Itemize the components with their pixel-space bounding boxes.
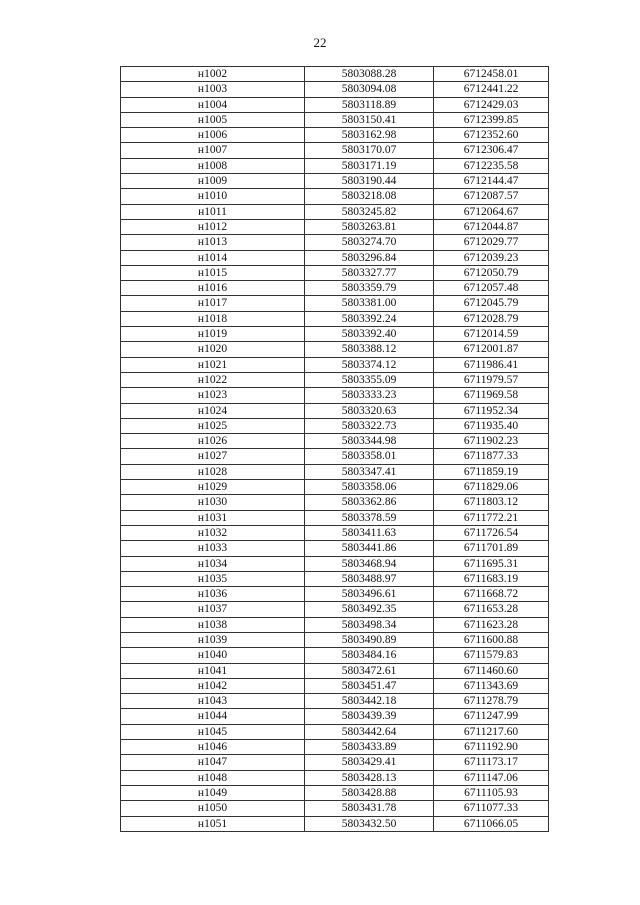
y-coordinate-cell: 6711217.60 bbox=[434, 724, 549, 739]
table-row bbox=[121, 632, 549, 647]
table-row bbox=[121, 801, 549, 816]
point-id-cell: н1048 bbox=[121, 770, 305, 785]
y-coordinate-cell: 6712306.47 bbox=[434, 143, 549, 158]
y-coordinate-cell: 6712235.58 bbox=[434, 158, 549, 173]
y-coordinate-cell: 6711969.58 bbox=[434, 388, 549, 403]
x-coordinate-cell: 5803162.98 bbox=[305, 128, 434, 143]
point-id-cell: н1045 bbox=[121, 724, 305, 739]
point-id-cell: н1036 bbox=[121, 587, 305, 602]
table-row bbox=[121, 174, 549, 189]
x-coordinate-cell: 5803088.28 bbox=[305, 67, 434, 82]
point-id-cell: н1049 bbox=[121, 785, 305, 800]
table-row bbox=[121, 97, 549, 112]
y-coordinate-cell: 6712039.23 bbox=[434, 250, 549, 265]
page-number: 22 bbox=[313, 35, 327, 50]
x-coordinate-cell: 5803296.84 bbox=[305, 250, 434, 265]
x-coordinate-cell: 5803431.78 bbox=[305, 801, 434, 816]
table-row bbox=[121, 602, 549, 617]
y-coordinate-cell: 6712429.03 bbox=[434, 97, 549, 112]
y-coordinate-cell: 6711192.90 bbox=[434, 740, 549, 755]
point-id-cell: н1047 bbox=[121, 755, 305, 770]
x-coordinate-cell: 5803484.16 bbox=[305, 648, 434, 663]
table-row bbox=[121, 250, 549, 265]
x-coordinate-cell: 5803429.41 bbox=[305, 755, 434, 770]
table-row bbox=[121, 740, 549, 755]
table-row bbox=[121, 541, 549, 556]
table-row bbox=[121, 67, 549, 82]
table-row bbox=[121, 587, 549, 602]
point-id-cell: н1020 bbox=[121, 342, 305, 357]
x-coordinate-cell: 5803498.34 bbox=[305, 617, 434, 632]
y-coordinate-cell: 6711247.99 bbox=[434, 709, 549, 724]
table-row bbox=[121, 112, 549, 127]
table-row bbox=[121, 418, 549, 433]
point-id-cell: н1025 bbox=[121, 418, 305, 433]
x-coordinate-cell: 5803492.35 bbox=[305, 602, 434, 617]
point-id-cell: н1039 bbox=[121, 632, 305, 647]
x-coordinate-cell: 5803327.77 bbox=[305, 265, 434, 280]
x-coordinate-cell: 5803344.98 bbox=[305, 434, 434, 449]
point-id-cell: н1008 bbox=[121, 158, 305, 173]
table-row bbox=[121, 556, 549, 571]
x-coordinate-cell: 5803428.13 bbox=[305, 770, 434, 785]
x-coordinate-cell: 5803358.06 bbox=[305, 480, 434, 495]
x-coordinate-cell: 5803263.81 bbox=[305, 219, 434, 234]
y-coordinate-cell: 6711935.40 bbox=[434, 418, 549, 433]
y-coordinate-cell: 6711877.33 bbox=[434, 449, 549, 464]
point-id-cell: н1040 bbox=[121, 648, 305, 663]
point-id-cell: н1031 bbox=[121, 510, 305, 525]
y-coordinate-cell: 6711902.23 bbox=[434, 434, 549, 449]
point-id-cell: н1016 bbox=[121, 281, 305, 296]
x-coordinate-cell: 5803392.24 bbox=[305, 311, 434, 326]
point-id-cell: н1033 bbox=[121, 541, 305, 556]
point-id-cell: н1007 bbox=[121, 143, 305, 158]
y-coordinate-cell: 6711726.54 bbox=[434, 525, 549, 540]
coordinates-table-body bbox=[121, 67, 549, 832]
y-coordinate-cell: 6711803.12 bbox=[434, 495, 549, 510]
table-row bbox=[121, 388, 549, 403]
x-coordinate-cell: 5803392.40 bbox=[305, 327, 434, 342]
point-id-cell: н1026 bbox=[121, 434, 305, 449]
table-row bbox=[121, 755, 549, 770]
x-coordinate-cell: 5803320.63 bbox=[305, 403, 434, 418]
point-id-cell: н1003 bbox=[121, 82, 305, 97]
x-coordinate-cell: 5803496.61 bbox=[305, 587, 434, 602]
point-id-cell: н1034 bbox=[121, 556, 305, 571]
point-id-cell: н1037 bbox=[121, 602, 305, 617]
y-coordinate-cell: 6711979.57 bbox=[434, 372, 549, 387]
point-id-cell: н1019 bbox=[121, 327, 305, 342]
coordinates-table bbox=[120, 66, 549, 832]
x-coordinate-cell: 5803439.39 bbox=[305, 709, 434, 724]
table-row bbox=[121, 204, 549, 219]
table-row bbox=[121, 219, 549, 234]
x-coordinate-cell: 5803358.01 bbox=[305, 449, 434, 464]
point-id-cell: н1005 bbox=[121, 112, 305, 127]
point-id-cell: н1038 bbox=[121, 617, 305, 632]
point-id-cell: н1021 bbox=[121, 357, 305, 372]
point-id-cell: н1032 bbox=[121, 525, 305, 540]
x-coordinate-cell: 5803322.73 bbox=[305, 418, 434, 433]
table-row bbox=[121, 495, 549, 510]
point-id-cell: н1023 bbox=[121, 388, 305, 403]
x-coordinate-cell: 5803333.23 bbox=[305, 388, 434, 403]
point-id-cell: н1029 bbox=[121, 480, 305, 495]
x-coordinate-cell: 5803451.47 bbox=[305, 678, 434, 693]
x-coordinate-cell: 5803388.12 bbox=[305, 342, 434, 357]
y-coordinate-cell: 6712087.57 bbox=[434, 189, 549, 204]
y-coordinate-cell: 6711653.28 bbox=[434, 602, 549, 617]
point-id-cell: н1024 bbox=[121, 403, 305, 418]
y-coordinate-cell: 6711460.60 bbox=[434, 663, 549, 678]
y-coordinate-cell: 6711600.88 bbox=[434, 632, 549, 647]
x-coordinate-cell: 5803347.41 bbox=[305, 464, 434, 479]
y-coordinate-cell: 6712014.59 bbox=[434, 327, 549, 342]
x-coordinate-cell: 5803428.88 bbox=[305, 785, 434, 800]
point-id-cell: н1011 bbox=[121, 204, 305, 219]
point-id-cell: н1010 bbox=[121, 189, 305, 204]
y-coordinate-cell: 6711952.34 bbox=[434, 403, 549, 418]
table-row bbox=[121, 449, 549, 464]
y-coordinate-cell: 6712064.67 bbox=[434, 204, 549, 219]
point-id-cell: н1051 bbox=[121, 816, 305, 831]
table-row bbox=[121, 694, 549, 709]
point-id-cell: н1027 bbox=[121, 449, 305, 464]
table-row bbox=[121, 235, 549, 250]
y-coordinate-cell: 6712001.87 bbox=[434, 342, 549, 357]
x-coordinate-cell: 5803355.09 bbox=[305, 372, 434, 387]
table-row bbox=[121, 311, 549, 326]
table-row bbox=[121, 709, 549, 724]
table-row bbox=[121, 281, 549, 296]
y-coordinate-cell: 6711173.17 bbox=[434, 755, 549, 770]
table-row bbox=[121, 82, 549, 97]
table-row bbox=[121, 434, 549, 449]
point-id-cell: н1006 bbox=[121, 128, 305, 143]
table-row bbox=[121, 357, 549, 372]
table-row bbox=[121, 158, 549, 173]
y-coordinate-cell: 6712352.60 bbox=[434, 128, 549, 143]
x-coordinate-cell: 5803245.82 bbox=[305, 204, 434, 219]
table-row bbox=[121, 403, 549, 418]
x-coordinate-cell: 5803378.59 bbox=[305, 510, 434, 525]
y-coordinate-cell: 6711695.31 bbox=[434, 556, 549, 571]
point-id-cell: н1013 bbox=[121, 235, 305, 250]
x-coordinate-cell: 5803171.19 bbox=[305, 158, 434, 173]
table-row bbox=[121, 525, 549, 540]
x-coordinate-cell: 5803468.94 bbox=[305, 556, 434, 571]
point-id-cell: н1002 bbox=[121, 67, 305, 82]
y-coordinate-cell: 6711623.28 bbox=[434, 617, 549, 632]
table-row bbox=[121, 327, 549, 342]
point-id-cell: н1050 bbox=[121, 801, 305, 816]
point-id-cell: н1014 bbox=[121, 250, 305, 265]
table-row bbox=[121, 770, 549, 785]
y-coordinate-cell: 6712441.22 bbox=[434, 82, 549, 97]
table-row bbox=[121, 342, 549, 357]
y-coordinate-cell: 6712144.47 bbox=[434, 174, 549, 189]
point-id-cell: н1012 bbox=[121, 219, 305, 234]
x-coordinate-cell: 5803442.64 bbox=[305, 724, 434, 739]
x-coordinate-cell: 5803442.18 bbox=[305, 694, 434, 709]
x-coordinate-cell: 5803094.08 bbox=[305, 82, 434, 97]
y-coordinate-cell: 6712057.48 bbox=[434, 281, 549, 296]
table-row bbox=[121, 648, 549, 663]
table-row bbox=[121, 143, 549, 158]
table-row bbox=[121, 571, 549, 586]
x-coordinate-cell: 5803411.63 bbox=[305, 525, 434, 540]
x-coordinate-cell: 5803433.89 bbox=[305, 740, 434, 755]
y-coordinate-cell: 6711105.93 bbox=[434, 785, 549, 800]
point-id-cell: н1042 bbox=[121, 678, 305, 693]
y-coordinate-cell: 6711066.05 bbox=[434, 816, 549, 831]
table-row bbox=[121, 464, 549, 479]
x-coordinate-cell: 5803374.12 bbox=[305, 357, 434, 372]
x-coordinate-cell: 5803359.79 bbox=[305, 281, 434, 296]
y-coordinate-cell: 6711829.06 bbox=[434, 480, 549, 495]
y-coordinate-cell: 6712045.79 bbox=[434, 296, 549, 311]
y-coordinate-cell: 6711147.06 bbox=[434, 770, 549, 785]
x-coordinate-cell: 5803150.41 bbox=[305, 112, 434, 127]
table-row bbox=[121, 296, 549, 311]
table-row bbox=[121, 510, 549, 525]
y-coordinate-cell: 6711772.21 bbox=[434, 510, 549, 525]
y-coordinate-cell: 6711278.79 bbox=[434, 694, 549, 709]
x-coordinate-cell: 5803274.70 bbox=[305, 235, 434, 250]
y-coordinate-cell: 6711701.89 bbox=[434, 541, 549, 556]
y-coordinate-cell: 6712050.79 bbox=[434, 265, 549, 280]
table-row bbox=[121, 265, 549, 280]
x-coordinate-cell: 5803190.44 bbox=[305, 174, 434, 189]
x-coordinate-cell: 5803488.97 bbox=[305, 571, 434, 586]
point-id-cell: н1018 bbox=[121, 311, 305, 326]
x-coordinate-cell: 5803170.07 bbox=[305, 143, 434, 158]
point-id-cell: н1009 bbox=[121, 174, 305, 189]
y-coordinate-cell: 6712458.01 bbox=[434, 67, 549, 82]
point-id-cell: н1004 bbox=[121, 97, 305, 112]
table-row bbox=[121, 816, 549, 831]
table-row bbox=[121, 128, 549, 143]
table-row bbox=[121, 663, 549, 678]
point-id-cell: н1044 bbox=[121, 709, 305, 724]
table-row bbox=[121, 617, 549, 632]
table-row bbox=[121, 678, 549, 693]
y-coordinate-cell: 6711859.19 bbox=[434, 464, 549, 479]
point-id-cell: н1022 bbox=[121, 372, 305, 387]
y-coordinate-cell: 6712399.85 bbox=[434, 112, 549, 127]
point-id-cell: н1028 bbox=[121, 464, 305, 479]
point-id-cell: н1041 bbox=[121, 663, 305, 678]
y-coordinate-cell: 6711343.69 bbox=[434, 678, 549, 693]
table-row bbox=[121, 480, 549, 495]
table-row bbox=[121, 189, 549, 204]
x-coordinate-cell: 5803218.08 bbox=[305, 189, 434, 204]
point-id-cell: н1017 bbox=[121, 296, 305, 311]
y-coordinate-cell: 6711668.72 bbox=[434, 587, 549, 602]
x-coordinate-cell: 5803441.86 bbox=[305, 541, 434, 556]
y-coordinate-cell: 6711077.33 bbox=[434, 801, 549, 816]
y-coordinate-cell: 6712029.77 bbox=[434, 235, 549, 250]
y-coordinate-cell: 6711986.41 bbox=[434, 357, 549, 372]
point-id-cell: н1046 bbox=[121, 740, 305, 755]
y-coordinate-cell: 6712044.87 bbox=[434, 219, 549, 234]
point-id-cell: н1043 bbox=[121, 694, 305, 709]
y-coordinate-cell: 6711683.19 bbox=[434, 571, 549, 586]
y-coordinate-cell: 6711579.83 bbox=[434, 648, 549, 663]
table-row bbox=[121, 724, 549, 739]
table-row bbox=[121, 372, 549, 387]
point-id-cell: н1030 bbox=[121, 495, 305, 510]
x-coordinate-cell: 5803432.50 bbox=[305, 816, 434, 831]
y-coordinate-cell: 6712028.79 bbox=[434, 311, 549, 326]
x-coordinate-cell: 5803490.89 bbox=[305, 632, 434, 647]
x-coordinate-cell: 5803118.89 bbox=[305, 97, 434, 112]
x-coordinate-cell: 5803381.00 bbox=[305, 296, 434, 311]
x-coordinate-cell: 5803362.86 bbox=[305, 495, 434, 510]
x-coordinate-cell: 5803472.61 bbox=[305, 663, 434, 678]
point-id-cell: н1035 bbox=[121, 571, 305, 586]
table-row bbox=[121, 785, 549, 800]
point-id-cell: н1015 bbox=[121, 265, 305, 280]
